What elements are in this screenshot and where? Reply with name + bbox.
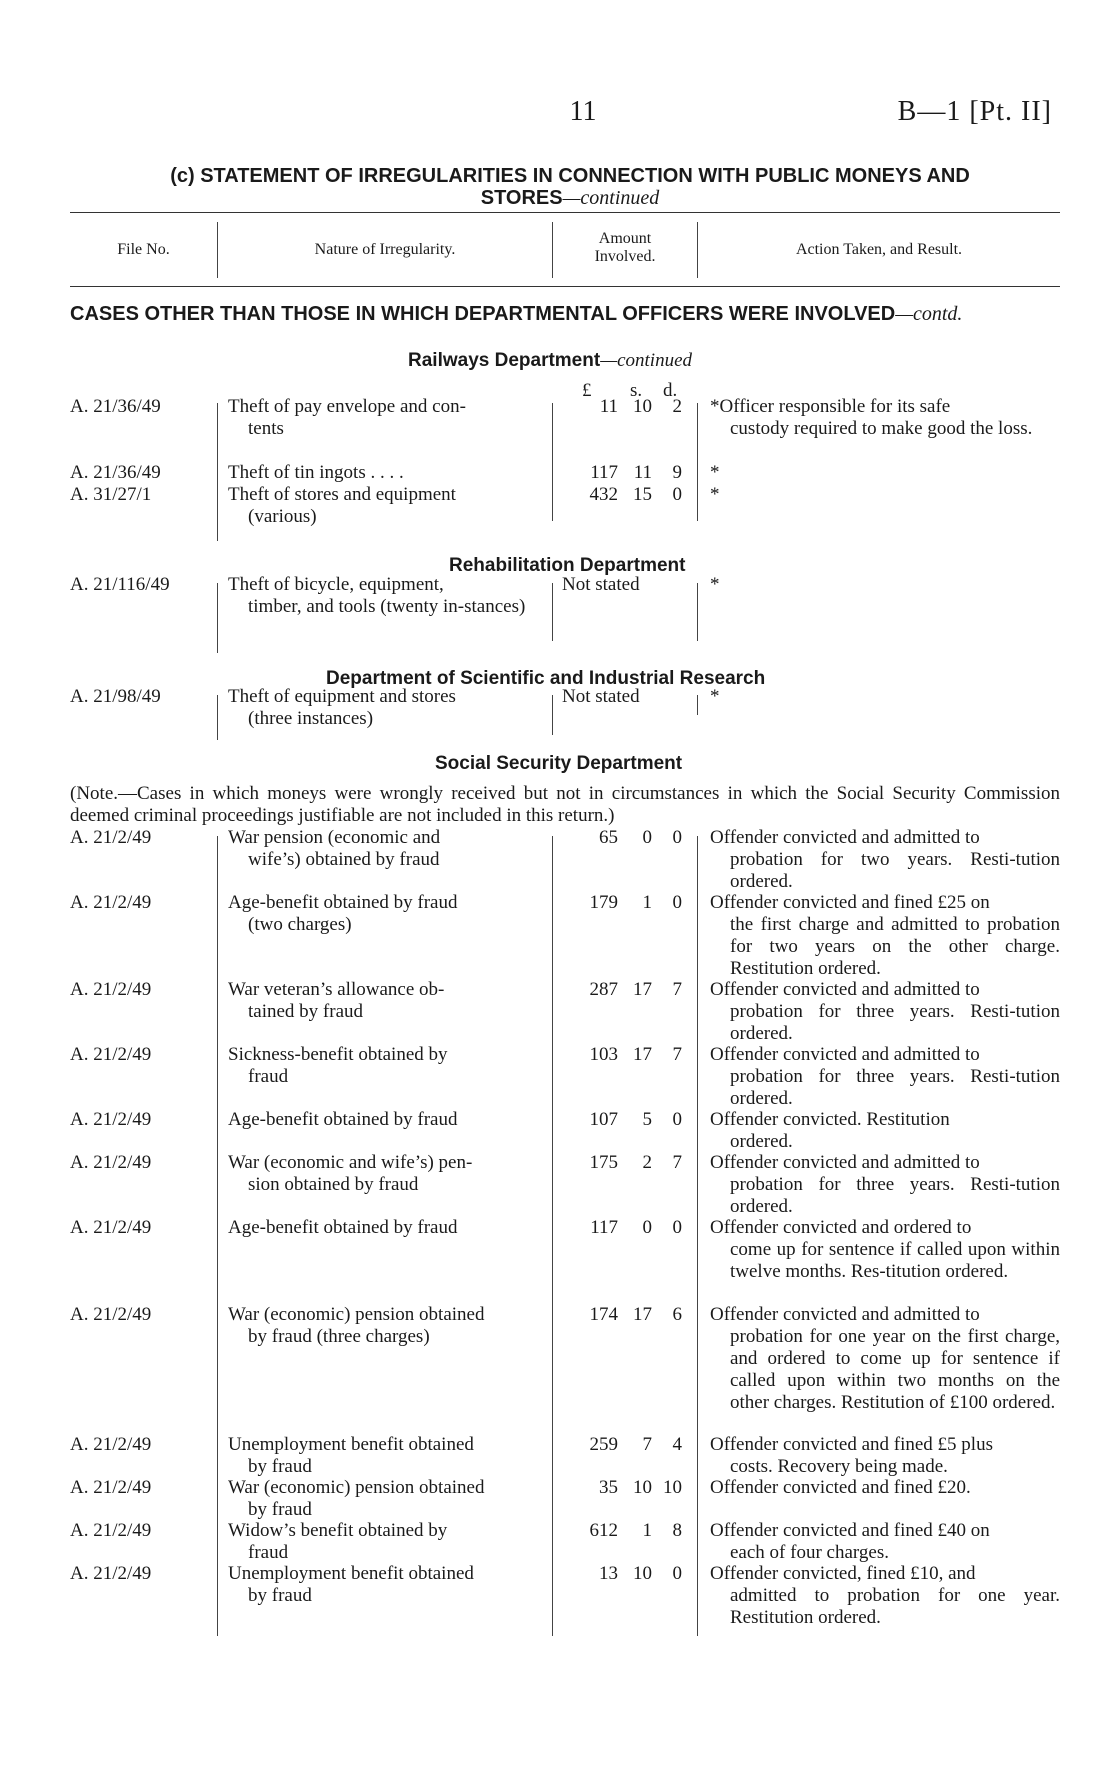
amount-pounds: 107 <box>589 1109 618 1130</box>
amount-pounds: 117 <box>590 1217 618 1238</box>
railways-title-text: Railways Department <box>408 350 601 371</box>
action-continuation: custody required to make good the loss. <box>730 418 1033 439</box>
action-cell <box>710 1520 1060 1564</box>
action-cell: * <box>710 484 720 505</box>
amount-pence: 9 <box>672 462 682 483</box>
col-header-amount-line1: Amount <box>598 230 652 247</box>
nature-cell <box>228 892 542 936</box>
railways-title <box>408 350 692 372</box>
amount-shillings: 1 <box>642 1520 652 1541</box>
amount-pounds: 612 <box>589 1520 618 1541</box>
action-cell <box>710 1109 1060 1153</box>
file-number: A. 21/2/49 <box>70 1304 152 1325</box>
file-number: A. 21/2/49 <box>70 892 152 913</box>
nature-line: Widow’s benefit obtained by <box>228 1520 448 1541</box>
action-cell: * <box>710 462 720 483</box>
nature-continuation: sion obtained by fraud <box>248 1174 419 1195</box>
file-number: A. 21/2/49 <box>70 1434 152 1455</box>
amount-pence: 0 <box>672 1563 682 1584</box>
amount-pounds: 174 <box>589 1304 618 1325</box>
action-continuation: probation for three years. Resti-tution ordered. <box>730 1001 1060 1044</box>
action-cell <box>710 1477 1060 1499</box>
action-cell <box>710 1304 1060 1414</box>
rule-rail-2 <box>552 403 553 521</box>
amount-pence: 10 <box>663 1477 682 1498</box>
rule-rehab-1 <box>217 583 218 653</box>
amount-pence: 7 <box>672 1044 682 1065</box>
nature-continuation: (three instances) <box>248 708 374 729</box>
social-security-title: Social Security Department <box>435 753 683 774</box>
amount-shillings: 15 <box>633 484 652 505</box>
action-line: Offender convicted. Restitution <box>710 1109 950 1130</box>
col-header-amount-line2: Involved. <box>594 248 656 265</box>
rule-rail-1 <box>217 403 218 541</box>
file-number: A. 21/2/49 <box>70 1563 152 1584</box>
rule-rehab-3 <box>697 583 698 641</box>
nature-cell: Theft of tin ingots . . . . <box>228 462 404 483</box>
nature-line: Sickness-benefit obtained by <box>228 1044 448 1065</box>
action-continuation: the first charge and admitted to probation for two years on the other charge. Restitution ordered. <box>730 914 1060 979</box>
action-line: Offender convicted and fined £20. <box>710 1477 971 1498</box>
nature-continuation: (various) <box>248 506 317 527</box>
action-line: Offender convicted and fined £25 on <box>710 892 990 913</box>
nature-cell <box>228 1434 542 1478</box>
nature-cell <box>228 1044 542 1088</box>
nature-continuation: tents <box>248 418 284 439</box>
nature-continuation: fraud <box>248 1066 289 1087</box>
file-number: A. 21/2/49 <box>70 1217 152 1238</box>
action-line: Offender convicted and fined £40 on <box>710 1520 990 1541</box>
nature-continuation: wife’s) obtained by fraud <box>248 849 440 870</box>
file-number: A. 21/2/49 <box>70 827 152 848</box>
amount-shillings: 2 <box>642 1152 652 1173</box>
nature-line: Age-benefit obtained by fraud <box>228 892 458 913</box>
file-number: A. 21/2/49 <box>70 979 152 1000</box>
title-line-2 <box>100 187 1040 209</box>
amount-pounds: 259 <box>589 1434 618 1455</box>
nature-line: Theft of pay envelope and con- <box>228 396 466 417</box>
action-continuation: admitted to probation for one year. Restitution ordered. <box>730 1585 1060 1628</box>
action-cell <box>710 1152 1060 1218</box>
file-number: A. 21/98/49 <box>70 686 161 707</box>
amount-pounds: 432 <box>589 484 618 505</box>
rule-ss-1 <box>217 836 218 1636</box>
amount-pence: 0 <box>672 484 682 505</box>
amount-shillings: 7 <box>642 1434 652 1455</box>
action-cell <box>710 396 1060 440</box>
file-number: A. 21/2/49 <box>70 1109 152 1130</box>
col-header-file: File No. <box>117 241 170 258</box>
rule-ss-2 <box>552 836 553 1636</box>
action-continuation: probation for one year on the first charge, and ordered to come up for sentence if called upon within two months on the other charges. Restitution of £100 ordered. <box>730 1326 1060 1413</box>
amount-shillings: 10 <box>633 396 652 417</box>
file-number: A. 21/2/49 <box>70 1152 152 1173</box>
nature-continuation: by fraud (three charges) <box>248 1326 430 1347</box>
nature-cell <box>228 686 542 730</box>
file-number: A. 21/2/49 <box>70 1044 152 1065</box>
action-continuation: ordered. <box>730 1131 793 1152</box>
nature-cell <box>228 396 542 440</box>
amount-pence: 4 <box>672 1434 682 1455</box>
action-line: Offender convicted, fined £10, and <box>710 1563 976 1584</box>
nature-cell <box>228 1477 542 1521</box>
page-number: 11 <box>569 96 597 127</box>
section-heading-suffix: —contd. <box>895 303 963 325</box>
nature-cell <box>228 827 542 871</box>
nature-cell <box>228 1217 542 1239</box>
nature-cell <box>228 1109 542 1131</box>
amount-pounds: 117 <box>590 462 618 483</box>
action-cell <box>710 1563 1060 1629</box>
nature-cell <box>228 1563 542 1607</box>
section-heading <box>70 303 962 326</box>
amount-shillings: 0 <box>642 1217 652 1238</box>
nature-line: Theft of equipment and stores <box>228 686 456 707</box>
col-header-nature: Nature of Irregularity. <box>314 241 456 258</box>
amount-pence: 8 <box>672 1520 682 1541</box>
file-number: A. 31/27/1 <box>70 484 152 505</box>
nature-line: Unemployment benefit obtained <box>228 1563 474 1584</box>
action-cell: * <box>710 574 720 595</box>
action-cell <box>710 1434 1060 1478</box>
nature-line: Theft of bicycle, equipment, <box>228 574 444 595</box>
nature-cell <box>228 979 542 1023</box>
railways-title-suffix: —continued <box>600 350 693 371</box>
action-line: Offender convicted and admitted to <box>710 827 980 848</box>
action-continuation: come up for sentence if called upon within twelve months. Res-titution ordered. <box>730 1239 1060 1282</box>
amount-shillings: 5 <box>642 1109 652 1130</box>
amount-shillings: 0 <box>642 827 652 848</box>
action-cell <box>710 827 1060 893</box>
nature-continuation: timber, and tools (twenty in-stances) <box>248 596 526 617</box>
header-rule-bottom <box>70 286 1060 287</box>
action-cell <box>710 1217 1060 1283</box>
page-title <box>100 165 1040 209</box>
action-line: Offender convicted and admitted to <box>710 979 980 1000</box>
amount-pounds: 11 <box>599 396 618 417</box>
action-continuation: each of four charges. <box>730 1542 889 1563</box>
rule-ss-3 <box>697 836 698 1636</box>
file-number: A. 21/36/49 <box>70 396 161 417</box>
currency-shillings: s. <box>630 380 643 401</box>
action-line: Offender convicted and admitted to <box>710 1044 980 1065</box>
title-continued: —continued <box>562 187 660 209</box>
amount-pence: 7 <box>672 1152 682 1173</box>
amount-pounds: 175 <box>589 1152 618 1173</box>
nature-cell <box>228 1152 542 1196</box>
nature-line: War veteran’s allowance ob- <box>228 979 445 1000</box>
amount-pounds: 65 <box>599 827 618 848</box>
amount-shillings: 10 <box>633 1563 652 1584</box>
title-stores: STORES <box>480 187 563 209</box>
action-line: Offender convicted and fined £5 plus <box>710 1434 993 1455</box>
amount-pounds: 35 <box>599 1477 618 1498</box>
amount-shillings: 11 <box>633 462 652 483</box>
nature-cell <box>228 484 542 528</box>
currency-pounds: £ <box>582 380 592 401</box>
nature-continuation: by fraud <box>248 1499 312 1520</box>
amount-pounds: 13 <box>599 1563 618 1584</box>
amount-shillings: 1 <box>642 892 652 913</box>
rehabilitation-title: Rehabilitation Department <box>449 555 686 576</box>
nature-continuation: by fraud <box>248 1585 312 1606</box>
amount-shillings: 17 <box>633 1044 652 1065</box>
action-continuation: probation for two years. Resti-tution ordered. <box>730 849 1060 892</box>
nature-line: Unemployment benefit obtained <box>228 1434 474 1455</box>
action-continuation: probation for three years. Resti-tution ordered. <box>730 1066 1060 1109</box>
file-number: A. 21/2/49 <box>70 1520 152 1541</box>
rule-rehab-2 <box>552 583 553 641</box>
nature-cell <box>228 1520 542 1564</box>
amount-pence: 6 <box>672 1304 682 1325</box>
amount-not-stated: Not stated <box>562 686 640 707</box>
amount-pounds: 287 <box>589 979 618 1000</box>
action-cell <box>710 979 1060 1045</box>
action-cell: * <box>710 686 720 707</box>
amount-shillings: 17 <box>633 979 652 1000</box>
amount-pounds: 103 <box>589 1044 618 1065</box>
action-continuation: costs. Recovery being made. <box>730 1456 948 1477</box>
col-header-amount <box>553 230 697 266</box>
nature-continuation: (two charges) <box>248 914 352 935</box>
nature-line: Theft of stores and equipment <box>228 484 456 505</box>
section-heading-main: CASES OTHER THAN THOSE IN WHICH DEPARTMENTAL OFFICERS WERE INVOLVED <box>70 303 896 325</box>
title-line-1: (c) STATEMENT OF IRREGULARITIES IN CONNECTION WITH PUBLIC MONEYS AND <box>170 165 970 187</box>
nature-line: Age-benefit obtained by fraud <box>228 1217 458 1238</box>
amount-not-stated: Not stated <box>562 574 640 595</box>
rule-dsir-3 <box>697 695 698 715</box>
action-line: Offender convicted and admitted to <box>710 1152 980 1173</box>
action-cell <box>710 892 1060 980</box>
amount-pence: 7 <box>672 979 682 1000</box>
file-number: A. 21/2/49 <box>70 1477 152 1498</box>
document-reference: B—1 [Pt. II] <box>897 96 1052 127</box>
nature-cell <box>228 1304 542 1348</box>
amount-shillings: 17 <box>633 1304 652 1325</box>
nature-line: War (economic) pension obtained <box>228 1304 485 1325</box>
nature-line: War (economic and wife’s) pen- <box>228 1152 473 1173</box>
amount-pence: 0 <box>672 827 682 848</box>
dsir-title: Department of Scientific and Industrial Research <box>326 668 766 689</box>
file-number: A. 21/36/49 <box>70 462 161 483</box>
action-line: Offender convicted and ordered to <box>710 1217 972 1238</box>
nature-continuation: fraud <box>248 1542 289 1563</box>
amount-pence: 2 <box>672 396 682 417</box>
nature-continuation: tained by fraud <box>248 1001 364 1022</box>
header-rule-top <box>70 212 1060 213</box>
nature-line: War pension (economic and <box>228 827 441 848</box>
currency-pence: d. <box>663 380 678 401</box>
action-line: Offender convicted and admitted to <box>710 1304 980 1325</box>
rule-rail-3 <box>697 403 698 521</box>
amount-pounds: 179 <box>589 892 618 913</box>
nature-line: Age-benefit obtained by fraud <box>228 1109 458 1130</box>
action-cell <box>710 1044 1060 1110</box>
action-continuation: probation for three years. Resti-tution ordered. <box>730 1174 1060 1217</box>
rule-dsir-1 <box>217 695 218 740</box>
amount-pence: 0 <box>672 892 682 913</box>
amount-pence: 0 <box>672 1109 682 1130</box>
note: (Note.—Cases in which moneys were wrongly received but not in circumstances in which the Social Security Commission deemed criminal proceedings justifiable are not included in this return.) <box>70 783 1060 826</box>
file-number: A. 21/116/49 <box>70 574 170 595</box>
nature-cell <box>228 574 542 618</box>
amount-pence: 0 <box>672 1217 682 1238</box>
amount-shillings: 10 <box>633 1477 652 1498</box>
nature-line: War (economic) pension obtained <box>228 1477 485 1498</box>
rule-dsir-2 <box>552 695 553 735</box>
nature-continuation: by fraud <box>248 1456 312 1477</box>
col-header-action: Action Taken, and Result. <box>795 241 963 258</box>
action-line: *Officer responsible for its safe <box>710 396 951 417</box>
